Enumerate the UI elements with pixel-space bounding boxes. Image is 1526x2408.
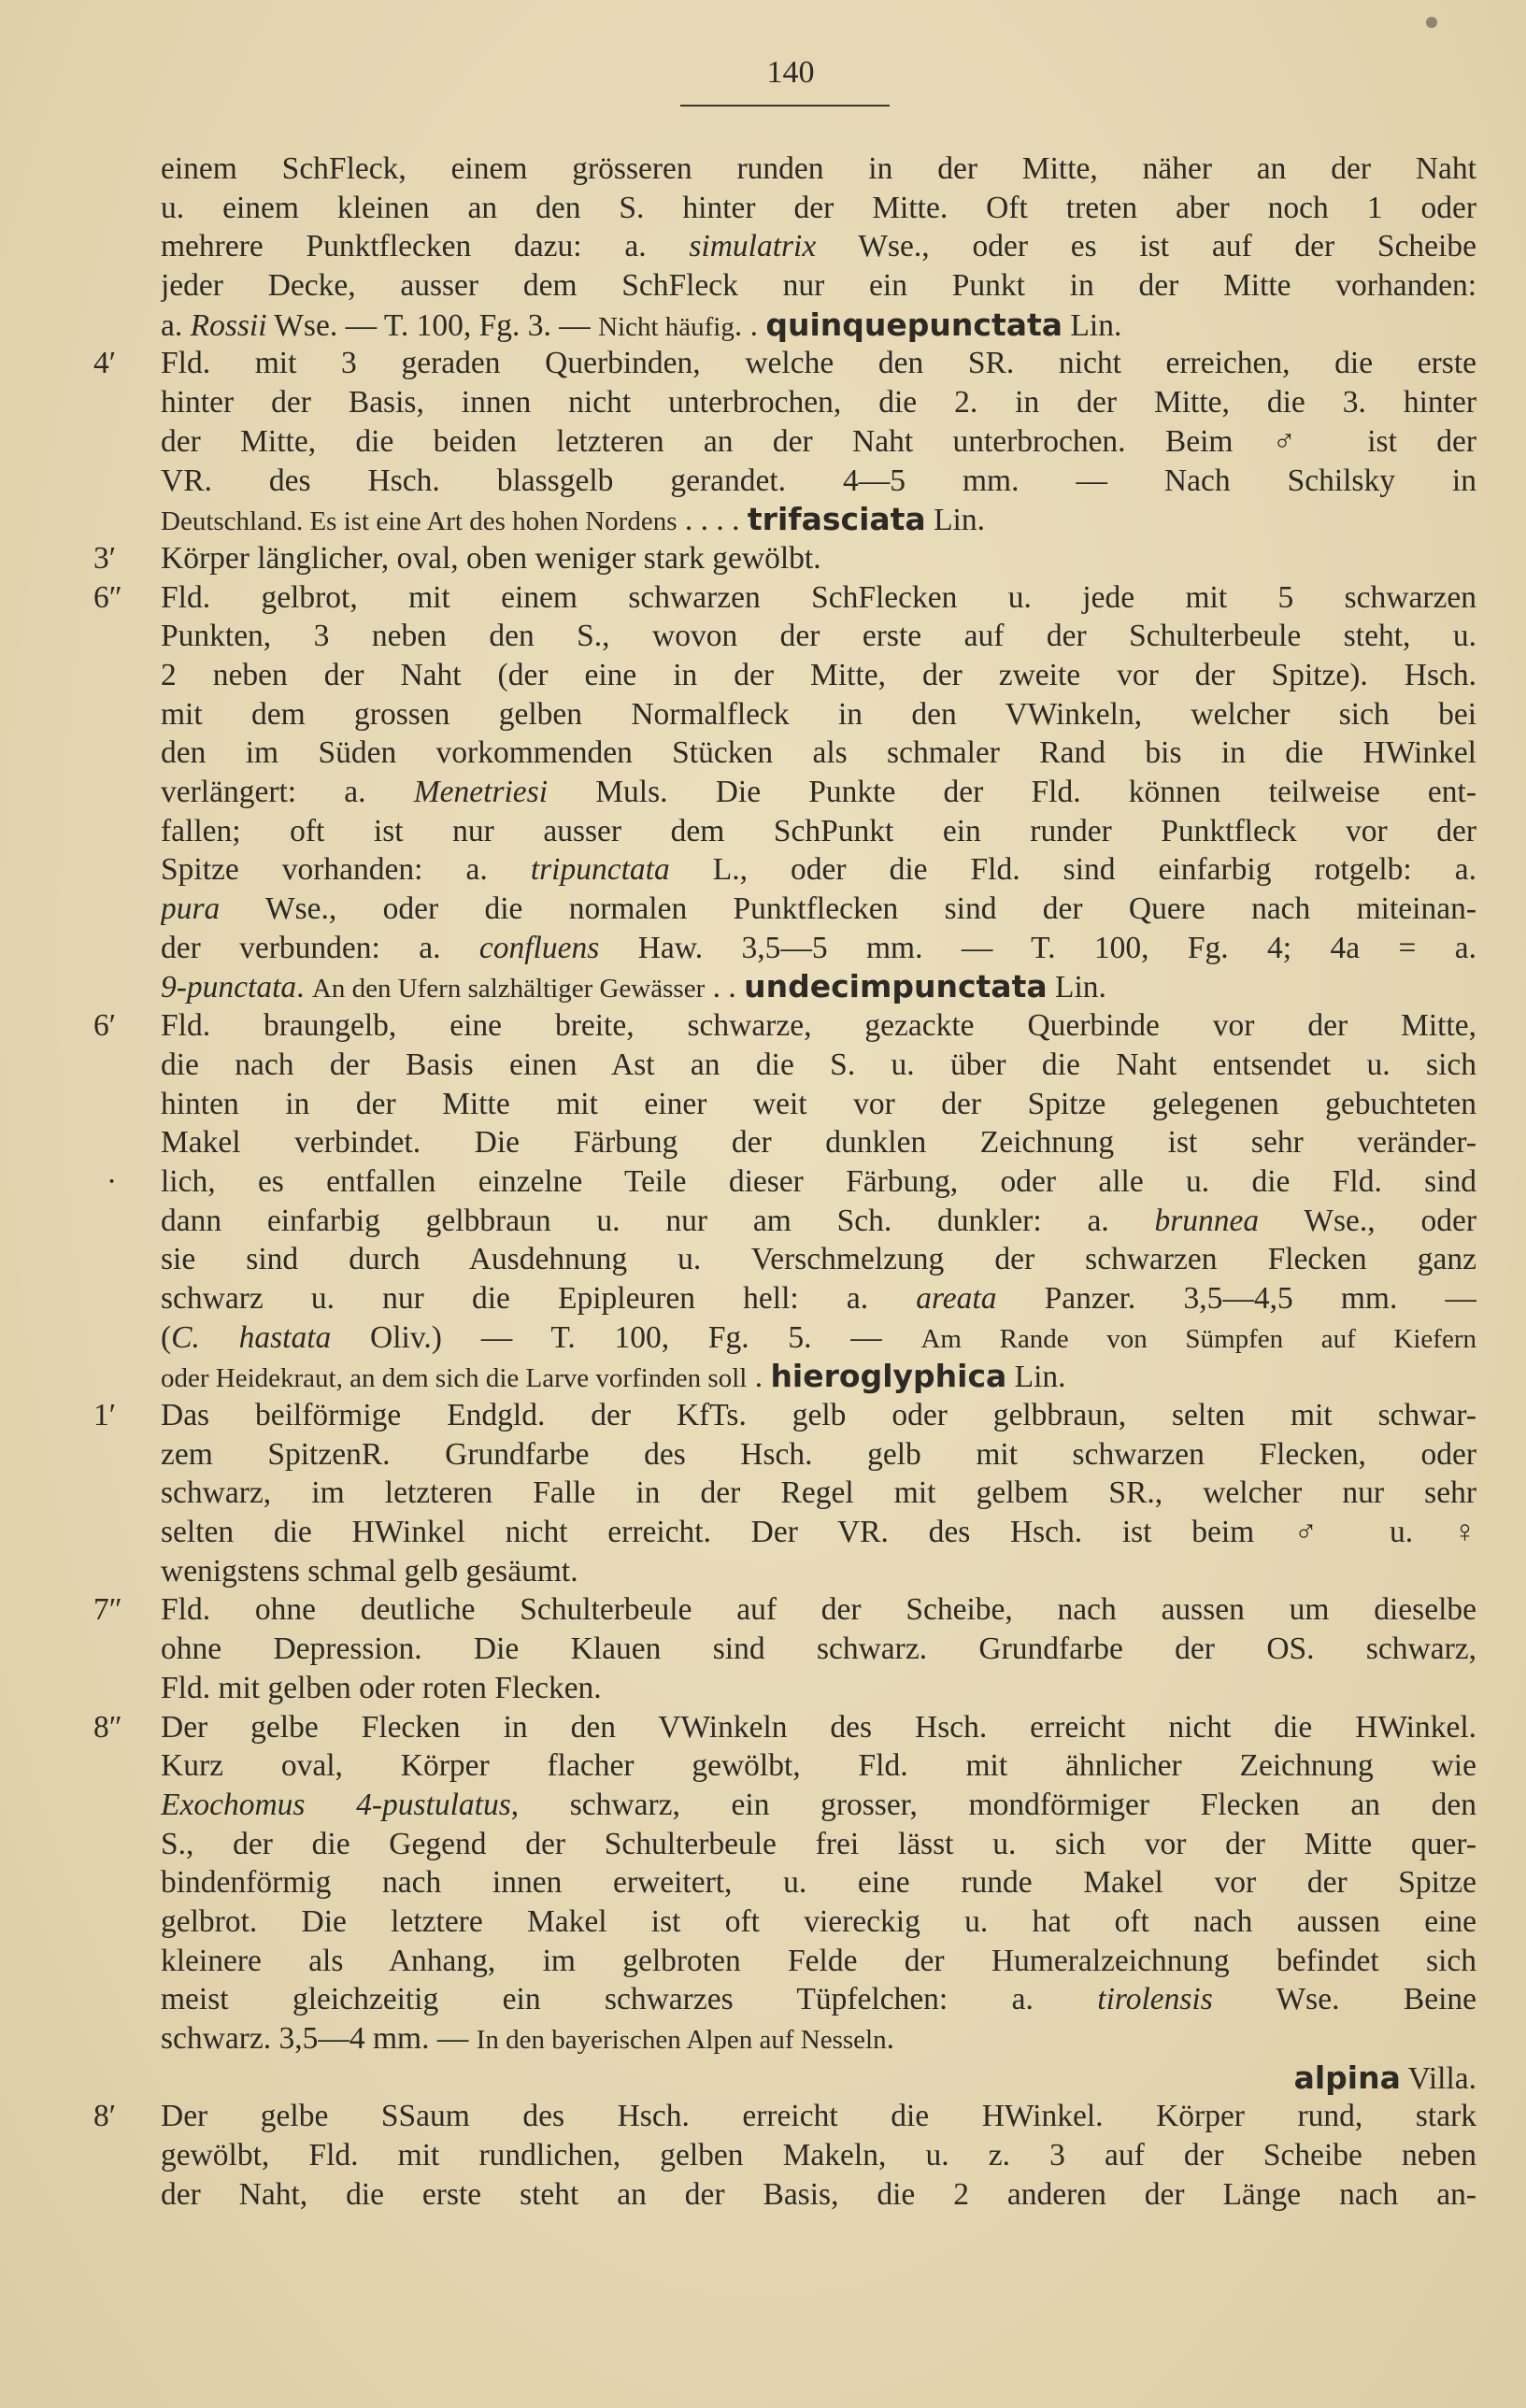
text-line [93, 929, 1476, 968]
text-run: a. [161, 307, 191, 343]
text-run: L., oder die Fld. sind einfarbig rotgelb: a. [669, 852, 1476, 888]
text-run: mit dem grossen gelben Normalfleck in den VWinkeln, welcher sich bei [161, 696, 1476, 732]
line-text [161, 1474, 1476, 1513]
line-text [161, 2019, 1476, 2059]
text-run: Wse., oder [1259, 1203, 1476, 1238]
italic-name: simulatrix [689, 229, 817, 264]
text-run: Wse. — T. 100, Fg. 3. — [266, 307, 599, 343]
text-line [93, 812, 1476, 851]
text-line [93, 1786, 1476, 1825]
line-text [161, 1825, 1476, 1864]
line-text [161, 539, 1476, 578]
line-text [161, 1863, 1476, 1902]
italic-name: pura [161, 891, 221, 927]
text-line [93, 2097, 1476, 2136]
text-run: Der gelbe SSaum des Hsch. erreicht die HWinkel. Körper rund, stark [161, 2099, 1476, 2134]
italic-name: tripunctata [530, 852, 670, 888]
italic-name: Exochomus 4-pustulatus [161, 1787, 511, 1822]
line-text [161, 695, 1476, 734]
text-run: ohne Depression. Die Klauen sind schwarz. Grundfarbe der OS. schwarz, [161, 1631, 1476, 1667]
text-line [93, 1942, 1476, 1981]
text-run: Wse., oder die normalen Punktflecken sind der Quere nach miteinan- [220, 891, 1476, 927]
line-text [161, 967, 1476, 1006]
text-run: schwarz u. nur die Epipleuren hell: a. [161, 1280, 917, 1316]
text-line [93, 383, 1476, 422]
small-note: In den bayerischen Alpen auf Nesseln [476, 2025, 887, 2055]
text-run: sie sind durch Ausdehnung u. Verschmelzung der schwarzen Flecken ganz [161, 1242, 1476, 1277]
text-run: meist gleichzeitig ein schwarzes Tüpfelchen: a. [161, 1982, 1098, 2017]
italic-name: confluens [478, 930, 600, 965]
text-line [93, 734, 1476, 773]
page-number: 140 [766, 55, 815, 90]
text-line [93, 578, 1476, 618]
page-number-rule [680, 105, 890, 107]
line-text [161, 1590, 1476, 1630]
species-name: trifasciata [747, 501, 926, 538]
line-text [161, 422, 1476, 462]
text-line [93, 2059, 1476, 2098]
text-run: lich, es entfallen einzelne Teile dieser Färbung, oder alle u. die Fld. sind [161, 1163, 1476, 1199]
line-text [161, 227, 1476, 266]
line-text [161, 1435, 1476, 1475]
key-marker: 6″ [93, 579, 122, 615]
key-marker: 1′ [93, 1398, 117, 1432]
line-text [161, 1006, 1476, 1046]
text-run: wenigstens schmal gelb gesäumt. [161, 1553, 578, 1589]
text-run: . [296, 970, 312, 1005]
line-text [161, 2059, 1476, 2098]
text-run: Lin. [1006, 1360, 1066, 1395]
line-text [161, 1902, 1476, 1942]
text-run: gewölbt, Fld. mit rundlichen, gelben Makeln, u. z. 3 auf der Scheibe neben [161, 2138, 1476, 2173]
line-text [161, 2136, 1476, 2175]
italic-name: 9-punctata [161, 970, 297, 1005]
text-line [93, 1630, 1476, 1669]
text-line [93, 1590, 1476, 1630]
text-run: . . [705, 970, 745, 1005]
text-run: Kurz oval, Körper flacher gewölbt, Fld. mit ähnlicher Zeichnung wie [161, 1748, 1476, 1784]
line-text [161, 1123, 1476, 1162]
line-text [161, 1202, 1476, 1241]
line-text [161, 462, 1476, 501]
italic-name: brunnea [1154, 1203, 1260, 1238]
text-line [93, 1046, 1476, 1085]
species-name: hieroglyphica [770, 1358, 1007, 1395]
text-line [93, 1980, 1476, 2019]
text-run: S., der die Gegend der Schulterbeule frei lässt u. sich vor der Mitte quer- [161, 1826, 1476, 1861]
line-text [161, 734, 1476, 773]
body-text [93, 150, 1476, 2214]
text-line [93, 656, 1476, 695]
line-text [161, 578, 1476, 618]
line-text [161, 1513, 1476, 1552]
text-run: ( [161, 1319, 172, 1355]
text-line [93, 462, 1476, 501]
text-line [93, 1708, 1476, 1747]
line-text [161, 812, 1476, 851]
text-run: Spitze vorhanden: a. [161, 852, 531, 888]
text-line [93, 1006, 1476, 1046]
text-run: . . . . [677, 503, 748, 538]
text-line [93, 2175, 1476, 2215]
text-run: mehrere Punktflecken dazu: a. [161, 229, 690, 264]
line-text [161, 1046, 1476, 1085]
species-name: quinquepunctata [765, 306, 1063, 343]
text-run: kleinere als Anhang, im gelbroten Felde der Humeralzeichnung befindet sich [161, 1943, 1476, 1978]
text-line [93, 422, 1476, 462]
line-text [161, 1746, 1476, 1786]
line-text [161, 150, 1476, 189]
text-run: zem SpitzenR. Grundfarbe des Hsch. gelb mit schwarzen Flecken, oder [161, 1436, 1476, 1472]
italic-name: Rossii [190, 307, 267, 343]
text-run: der verbunden: a. [161, 930, 479, 965]
text-line [93, 1474, 1476, 1513]
text-line [93, 773, 1476, 812]
text-line [93, 2136, 1476, 2175]
text-run: Haw. 3,5—5 mm. — T. 100, Fg. 4; 4a = a. [599, 930, 1476, 965]
text-line [93, 150, 1476, 189]
text-line [93, 1863, 1476, 1902]
line-text [161, 1786, 1476, 1825]
text-run: Fld. ohne deutliche Schulterbeule auf der Scheibe, nach aussen um dieselbe [161, 1592, 1476, 1628]
text-run: VR. des Hsch. blassgelb gerandet. 4—5 mm. — Nach Schilsky in [161, 463, 1476, 498]
line-text [161, 500, 1476, 539]
line-text [161, 1980, 1476, 2019]
line-text [161, 1630, 1476, 1669]
italic-name: tirolensis [1097, 1982, 1213, 2017]
text-line [93, 695, 1476, 734]
small-note: oder Heidekraut, an dem sich die Larve vorfinden soll [161, 1363, 748, 1394]
text-line [93, 1825, 1476, 1864]
line-text [161, 850, 1476, 890]
text-line [93, 266, 1476, 306]
line-text [161, 1318, 1476, 1358]
text-run: Punkten, 3 neben den S., wovon der erste auf der Schulterbeule steht, u. [161, 619, 1476, 654]
text-run: jeder Decke, ausser dem SchFleck nur ein Punkt in der Mitte vorhanden: [161, 268, 1476, 304]
key-marker: 8″ [93, 1709, 122, 1745]
italic-name: Menetriesi [413, 775, 549, 809]
text-line [93, 344, 1476, 383]
text-run: . . [734, 307, 766, 343]
line-text [161, 344, 1476, 383]
text-line [93, 1435, 1476, 1475]
key-marker: 4′ [93, 346, 117, 381]
text-run: Villa. [1400, 2060, 1476, 2096]
line-text [161, 1162, 1476, 1202]
text-run: schwarz. 3,5—4 mm. — [161, 2021, 477, 2056]
text-run: Das beilförmige Endgld. der KfTs. gelb oder gelbbraun, selten mit schwar- [161, 1398, 1476, 1432]
text-run: Makel verbindet. Die Färbung der dunklen Zeichnung ist sehr veränder- [161, 1125, 1476, 1161]
line-text [161, 929, 1476, 968]
line-text [161, 1240, 1476, 1279]
line-text [161, 617, 1476, 656]
line-text [161, 266, 1476, 306]
text-line [93, 1513, 1476, 1552]
line-text [161, 1279, 1476, 1318]
text-line [93, 1902, 1476, 1942]
text-line [93, 617, 1476, 656]
line-text [161, 306, 1476, 345]
text-line [93, 2019, 1476, 2059]
text-line [93, 306, 1476, 345]
text-run: Fld. braungelb, eine breite, schwarze, gezackte Querbinde vor der Mitte, [161, 1008, 1476, 1044]
line-text [161, 656, 1476, 695]
line-text [161, 189, 1476, 228]
line-text [161, 2097, 1476, 2136]
text-run: der Mitte, die beiden letzteren an der Naht unterbrochen. Beim ♂ ist der [161, 423, 1476, 459]
line-text [161, 1669, 1476, 1708]
text-line [93, 1202, 1476, 1241]
text-line [93, 539, 1476, 578]
line-text [161, 890, 1476, 929]
line-text [161, 383, 1476, 422]
text-line [93, 500, 1476, 539]
text-run: . [886, 2021, 894, 2056]
line-text [161, 1396, 1476, 1435]
text-run: Fld. mit 3 geraden Querbinden, welche den SR. nicht erreichen, die erste [161, 346, 1476, 381]
italic-name: C. hastata [171, 1319, 332, 1355]
text-line [93, 1279, 1476, 1318]
text-run: u. einem kleinen an den S. hinter der Mitte. Oft treten aber noch 1 oder [161, 190, 1476, 225]
text-line [93, 850, 1476, 890]
key-marker: · [107, 1163, 118, 1199]
text-line [93, 1123, 1476, 1162]
species-name: alpina [1293, 2059, 1401, 2096]
italic-name: areata [916, 1280, 997, 1316]
ink-speck [1426, 17, 1437, 28]
text-line [93, 1669, 1476, 1708]
text-run: bindenförmig nach innen erweitert, u. eine runde Makel vor der Spitze [161, 1865, 1476, 1901]
text-run: selten die HWinkel nicht erreicht. Der VR. des Hsch. ist beim ♂ u. ♀ [161, 1515, 1476, 1550]
text-line [93, 227, 1476, 266]
text-run: Lin. [1047, 970, 1106, 1005]
text-run: Fld. gelbrot, mit einem schwarzen SchFlecken u. jede mit 5 schwarzen [161, 579, 1476, 615]
text-line [93, 1240, 1476, 1279]
text-run: Der gelbe Flecken in den VWinkeln des Hsch. erreicht nicht die HWinkel. [161, 1709, 1476, 1745]
line-text [161, 1942, 1476, 1981]
text-run: den im Süden vorkommenden Stücken als schmaler Rand bis in die HWinkel [161, 735, 1476, 771]
text-line [93, 1357, 1476, 1396]
key-marker: 3′ [93, 540, 117, 576]
text-line [93, 189, 1476, 228]
line-text [161, 773, 1476, 812]
text-line [93, 967, 1476, 1006]
text-run: der Naht, die erste steht an der Basis, die 2 anderen der Länge nach an- [161, 2176, 1476, 2212]
text-run: die nach der Basis einen Ast an die S. u. über die Naht entsendet u. sich [161, 1047, 1476, 1082]
text-line [93, 1318, 1476, 1358]
text-run: Lin. [925, 503, 985, 538]
small-note: Deutschland. Es ist eine Art des hohen Nordens [161, 506, 677, 537]
species-name: undecimpunctata [744, 968, 1048, 1005]
line-text [161, 1708, 1476, 1747]
text-line [93, 890, 1476, 929]
key-marker: 6′ [93, 1008, 117, 1044]
text-run: Wse. Beine [1212, 1982, 1476, 2017]
text-run: fallen; oft ist nur ausser dem SchPunkt ein runder Punktfleck vor der [161, 813, 1476, 848]
text-run: Körper länglicher, oval, oben weniger stark gewölbt. [161, 540, 821, 576]
text-run: hinten in der Mitte mit einer weit vor der Spitze gelegenen gebuchteten [161, 1086, 1476, 1121]
key-marker: 8′ [93, 2099, 117, 2134]
text-line [93, 1552, 1476, 1591]
text-line [93, 1162, 1476, 1202]
key-marker: 7″ [93, 1592, 122, 1628]
text-line [93, 1085, 1476, 1124]
line-text [161, 2175, 1476, 2215]
text-run: Oliv.) — T. 100, Fg. 5. — [331, 1319, 921, 1355]
text-run: schwarz, im letzteren Falle in der Regel mit gelbem SR., welcher nur sehr [161, 1475, 1476, 1511]
text-line [93, 1746, 1476, 1786]
line-text [161, 1552, 1476, 1591]
text-run: Fld. mit gelben oder roten Flecken. [161, 1670, 602, 1705]
text-run: Panzer. 3,5—4,5 mm. — [996, 1280, 1476, 1316]
text-run: verlängert: a. [161, 775, 414, 809]
text-line [93, 1396, 1476, 1435]
line-text [161, 1085, 1476, 1124]
text-run: , schwarz, ein grosser, mondförmiger Flecken an den [510, 1787, 1476, 1822]
text-run: gelbrot. Die letztere Makel ist oft viereckig u. hat oft nach aussen eine [161, 1903, 1476, 1939]
text-run: Wse., oder es ist auf der Scheibe [816, 229, 1476, 264]
text-run: einem SchFleck, einem grösseren runden in der Mitte, näher an der Naht [161, 151, 1476, 186]
text-run: hinter der Basis, innen nicht unterbrochen, die 2. in der Mitte, die 3. hinter [161, 385, 1476, 420]
small-note: Nicht häufig [598, 311, 734, 342]
text-run: . [747, 1360, 771, 1395]
line-text [161, 1357, 1476, 1396]
text-run: dann einfarbig gelbbraun u. nur am Sch. dunkler: a. [161, 1203, 1155, 1238]
small-note: Am Rande von Sümpfen auf Kiefern [920, 1323, 1476, 1354]
small-note: An den Ufern salzhältiger Gewässer [311, 974, 706, 1005]
text-run: Lin. [1062, 307, 1122, 343]
text-run: 2 neben der Naht (der eine in der Mitte, der zweite vor der Spitze). Hsch. [161, 657, 1476, 692]
text-run: Muls. Die Punkte der Fld. können teilweise ent- [548, 775, 1476, 809]
